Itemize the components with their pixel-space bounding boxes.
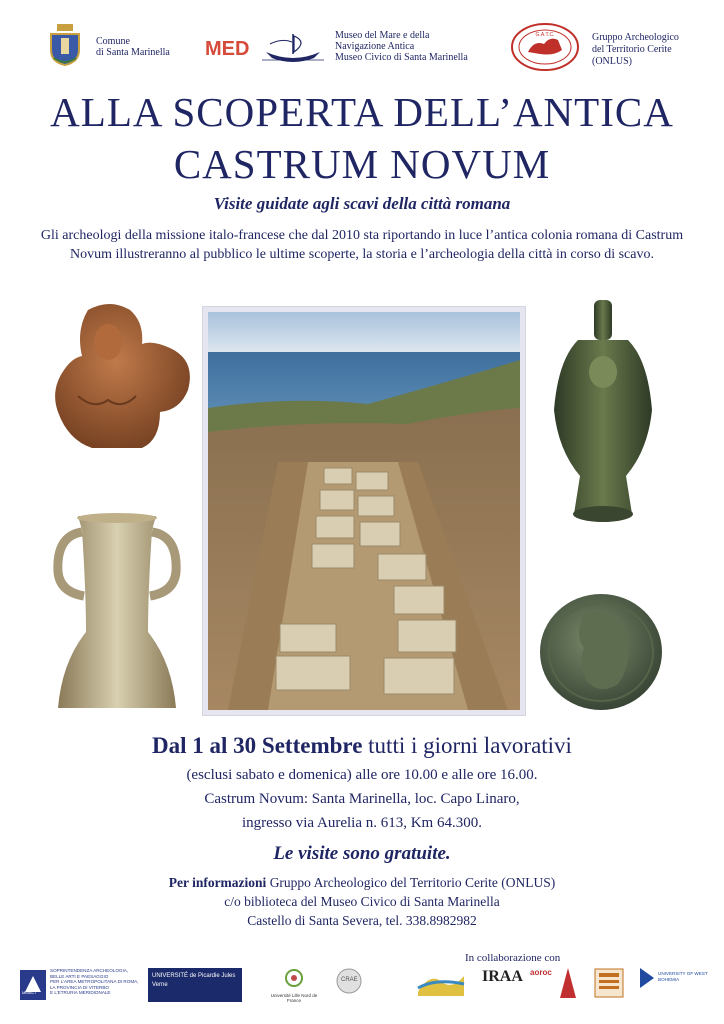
roman-coin-image	[538, 592, 664, 717]
gruppo-line-2: del Territorio Cerite	[592, 44, 672, 55]
comune-crest-icon	[48, 22, 82, 66]
museo-label	[335, 30, 468, 63]
mibact-text: MiBACT	[22, 990, 37, 995]
museo-line-2: Navigazione Antica	[335, 41, 415, 52]
partner-logo-icon	[594, 968, 624, 998]
subtitle: Visite guidate agli scavi della città romana	[213, 194, 511, 213]
universite-text: UNIVERSITÉ de Picardie Jules Verne	[152, 973, 236, 988]
title-line-2: CASTRUM NOVUM	[173, 141, 551, 187]
med-logo	[205, 36, 257, 60]
terracotta-bust-image	[48, 300, 198, 455]
collaboration-label: In collaborazione con	[465, 952, 561, 964]
bronze-figure-image	[548, 300, 658, 533]
west-bohemia-logo	[640, 968, 710, 993]
comune-label	[96, 36, 170, 58]
gruppo-line-1: Gruppo Archeologico	[592, 32, 679, 43]
aoroc-logo: aoroc	[530, 968, 552, 977]
contact-line-1	[0, 875, 724, 891]
ship-logo-icon	[262, 30, 324, 66]
sopr-line-1: SOPRINTENDENZA ARCHEOLOGIA,	[50, 968, 129, 973]
crae-logo	[336, 968, 406, 999]
dates-rest: tutti i giorni lavorativi	[362, 733, 572, 758]
west-bohemia-text: UNIVERSITY OF WEST BOHEMIA	[658, 971, 708, 982]
schedule-hours: (esclusi sabato e domenica) alle ore 10.00 e alle ore 16.00.	[186, 767, 538, 783]
iraa-logo: IRAA	[482, 968, 523, 985]
schedule-location: Castrum Novum: Santa Marinella, loc. Capo Linaro,	[204, 791, 520, 807]
contact-line-2: c/o biblioteca del Museo Civico di Santa Marinella	[224, 894, 500, 909]
contact-org: Gruppo Archeologico del Territorio Cerite (ONLUS)	[266, 875, 556, 890]
gatc-seal-icon	[510, 22, 580, 72]
lille-text: Université Lille Nord de France	[270, 993, 318, 1003]
museo-line-1: Museo del Mare e della	[335, 30, 430, 41]
crae-text: CRAE	[341, 977, 358, 983]
comune-line-2: di Santa Marinella	[96, 47, 170, 58]
sopr-line-4: LA PROVINCIA DI VITERBO	[50, 984, 109, 990]
gatc-seal-text: G.A.T.C.	[535, 32, 555, 38]
contact-line-3: Castello di Santa Severa, tel. 338.8982982	[247, 913, 477, 928]
excavation-photo	[202, 306, 526, 716]
sopr-line-2: BELLE ARTI E PAESAGGIO	[50, 973, 109, 979]
west-bohemia-icon	[640, 968, 654, 988]
title-line-1: ALLA SCOPERTA DELL’ANTICA	[50, 89, 674, 135]
glass-vase-image	[52, 512, 182, 717]
contact-label: Per informazioni	[168, 875, 267, 890]
museo-line-3: Museo Civico di Santa Marinella	[335, 52, 468, 63]
dates-bold: Dal 1 al 30 Settembre	[152, 733, 363, 758]
matera-logo-icon	[416, 968, 466, 998]
sopr-line-5: E L’ETRURIA MERIDIONALE	[50, 990, 111, 996]
lille-logo	[268, 968, 320, 1003]
intro-paragraph: Gli archeologi della missione italo-francese che dal 2010 sta riportando in luce l’antica colonia romana di Castrum Novum illustreranno al pubblico le ultime scoperte, la storia e l’archeologia della città in corso di scavo.	[40, 228, 684, 262]
lille-leaf-icon	[282, 968, 306, 988]
sopr-line-3: PER L’AREA METROPOLITANA DI ROMA,	[50, 979, 139, 985]
schedule-entrance: ingresso via Aurelia n. 613, Km 64.300.	[242, 815, 482, 831]
comune-line-1: Comune	[96, 36, 130, 47]
universite-picardie-logo	[148, 968, 242, 1002]
med-logo-text: MED	[205, 38, 250, 60]
free-visits: Le visite sono gratuite.	[273, 843, 451, 864]
dates-line	[0, 733, 724, 759]
aoroc-emblem-icon	[560, 968, 576, 998]
gruppo-label	[592, 32, 679, 68]
gruppo-line-3: (ONLUS)	[592, 56, 632, 67]
